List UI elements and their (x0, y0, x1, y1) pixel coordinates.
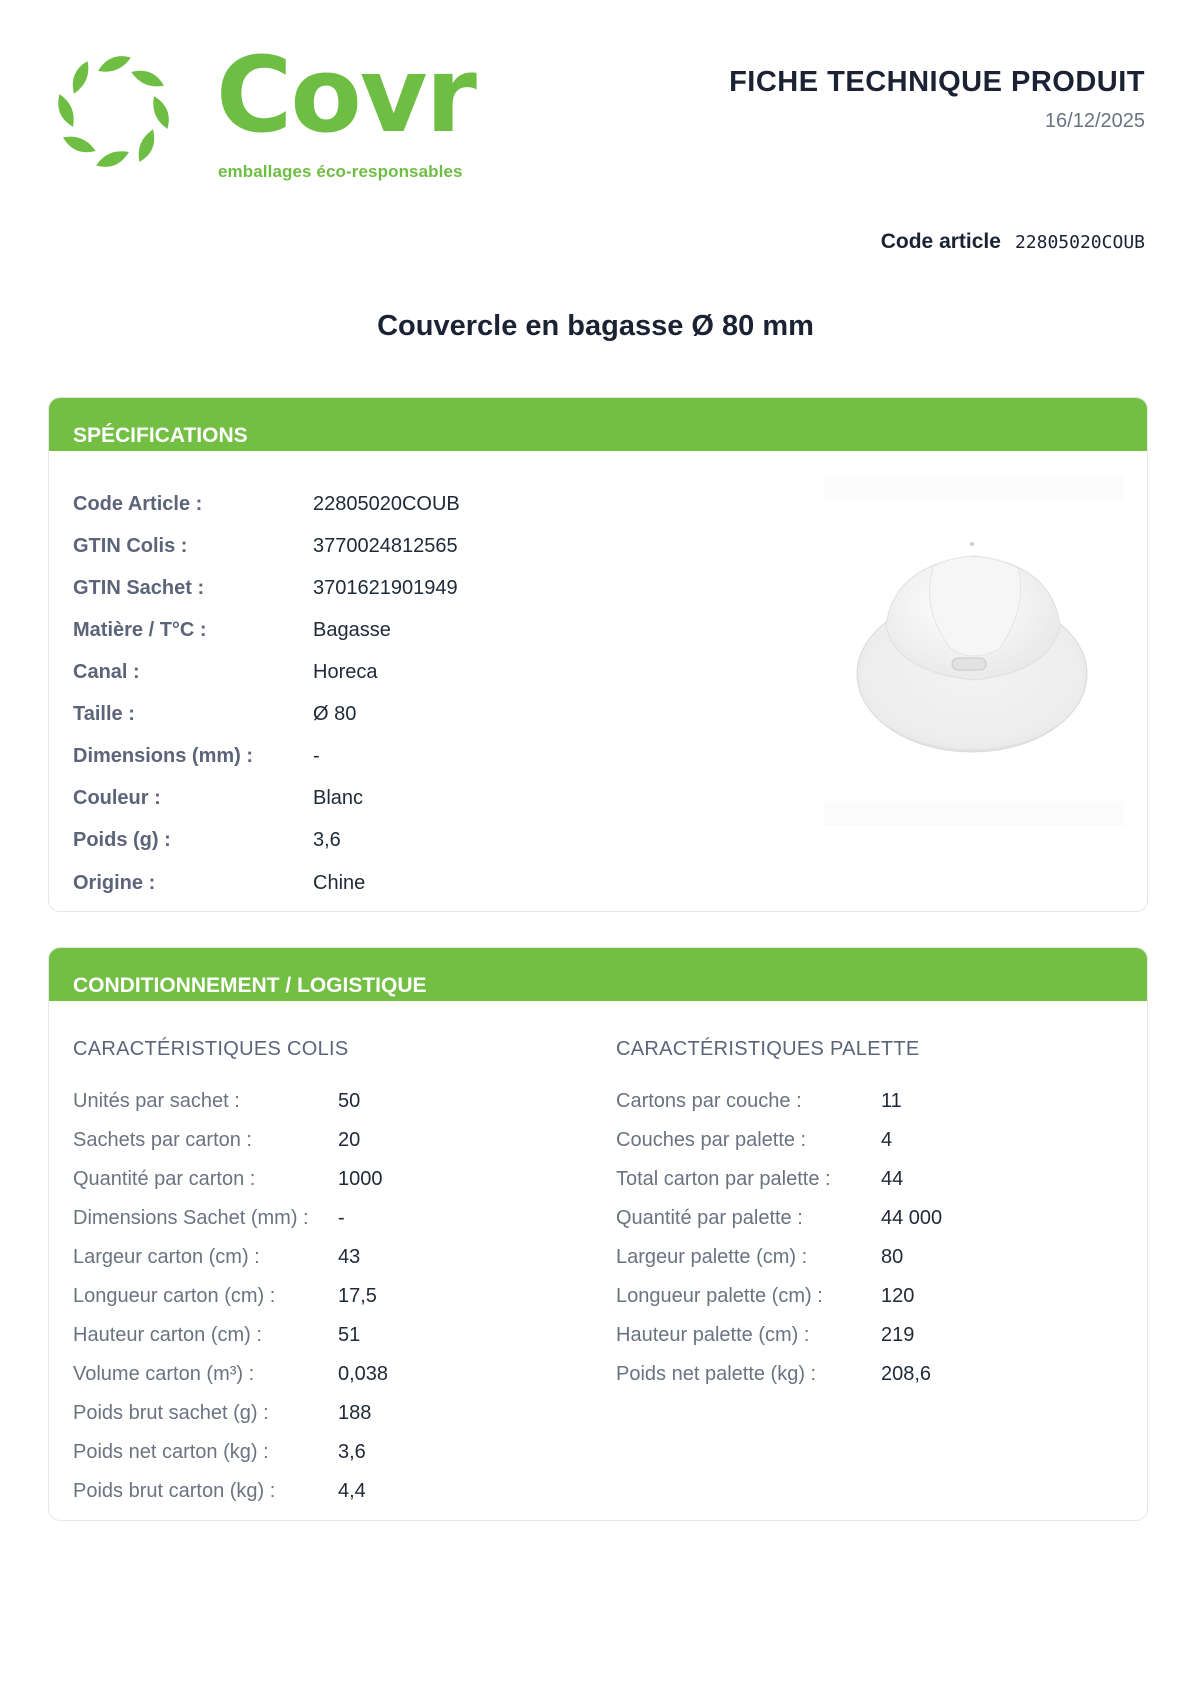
colis-value: 188 (338, 1401, 372, 1424)
colis-value: 4,4 (338, 1479, 366, 1502)
colis-value: 20 (338, 1128, 361, 1151)
spec-label: GTIN Colis : (73, 534, 188, 557)
article-code-line (881, 230, 1145, 254)
spec-row (73, 573, 458, 603)
palette-label: Hauteur palette (cm) : (616, 1323, 810, 1346)
document-title: FICHE TECHNIQUE PRODUIT (729, 66, 1145, 98)
spec-value: Horeca (313, 660, 378, 683)
colis-label: Poids brut sachet (g) : (73, 1401, 269, 1424)
brand-tagline: emballages éco-responsables (218, 162, 463, 181)
palette-label: Quantité par palette : (616, 1206, 803, 1229)
colis-value: 50 (338, 1089, 361, 1112)
colis-row (73, 1359, 388, 1389)
colis-row (73, 1125, 360, 1155)
colis-value: 51 (338, 1323, 361, 1346)
colis-row (73, 1164, 383, 1194)
palette-label: Largeur palette (cm) : (616, 1245, 808, 1268)
spec-label: Couleur : (73, 786, 161, 809)
colis-row (73, 1437, 366, 1467)
spec-label: Dimensions (mm) : (73, 744, 254, 767)
product-title: Couvercle en bagasse Ø 80 mm (377, 310, 814, 342)
palette-value: 219 (881, 1323, 915, 1346)
spec-row (73, 699, 356, 729)
palette-value: 80 (881, 1245, 904, 1268)
spec-label: Poids (g) : (73, 828, 171, 851)
document-date: 16/12/2025 (1044, 110, 1145, 132)
spec-row (73, 741, 320, 771)
spec-value: - (313, 744, 320, 767)
palette-row (616, 1359, 931, 1389)
palette-label: Couches par palette : (616, 1128, 807, 1151)
spec-value: 3,6 (313, 828, 341, 851)
palette-row (616, 1320, 914, 1350)
colis-row (73, 1398, 371, 1428)
colis-label: Dimensions Sachet (mm) : (73, 1206, 309, 1229)
colis-label: Longueur carton (cm) : (73, 1284, 276, 1307)
colis-row (73, 1203, 345, 1233)
colis-row (73, 1476, 366, 1506)
palette-value: 11 (881, 1089, 902, 1112)
specifications-card (48, 397, 1148, 912)
palette-label: Total carton par palette : (616, 1167, 831, 1190)
spec-row (73, 489, 460, 519)
palette-row (616, 1281, 914, 1311)
brand-name: Covr (216, 34, 475, 156)
spec-row (73, 615, 391, 645)
spec-value: 3701621901949 (313, 576, 458, 599)
colis-label: Volume carton (m³) : (73, 1362, 255, 1385)
palette-label: Cartons par couche : (616, 1089, 802, 1112)
palette-value: 120 (881, 1284, 915, 1307)
colis-label: Poids net carton (kg) : (73, 1440, 269, 1463)
spec-label: Code Article : (73, 492, 203, 515)
palette-row (616, 1086, 902, 1116)
spec-row (73, 825, 341, 855)
colis-row (73, 1086, 360, 1116)
colis-label: Unités par sachet : (73, 1089, 240, 1112)
colis-section-title: CARACTÉRISTIQUES COLIS (73, 1038, 349, 1060)
colis-label: Largeur carton (cm) : (73, 1245, 260, 1268)
spec-row (73, 868, 365, 898)
colis-value: - (338, 1206, 345, 1229)
spec-value: Chine (313, 871, 366, 894)
palette-row (616, 1242, 903, 1272)
colis-value: 17,5 (338, 1284, 377, 1307)
palette-row (616, 1164, 903, 1194)
spec-label: GTIN Sachet : (73, 576, 205, 599)
colis-value: 3,6 (338, 1440, 366, 1463)
leaf-wreath-icon (46, 44, 181, 179)
palette-value: 44 (881, 1167, 904, 1190)
spec-value: Bagasse (313, 618, 391, 641)
spec-value: Ø 80 (313, 702, 357, 725)
logistics-heading: CONDITIONNEMENT / LOGISTIQUE (49, 948, 1147, 1001)
article-code-value: 22805020COUB (1014, 232, 1145, 253)
colis-label: Hauteur carton (cm) : (73, 1323, 262, 1346)
logistics-card (48, 947, 1148, 1521)
spec-label: Matière / T°C : (73, 618, 207, 641)
colis-value: 1000 (338, 1167, 383, 1190)
spec-row (73, 531, 458, 561)
article-code-label: Code article (880, 230, 1001, 253)
colis-label: Poids brut carton (kg) : (73, 1479, 276, 1502)
palette-value: 4 (881, 1128, 893, 1151)
spec-row (73, 783, 363, 813)
spec-label: Canal : (73, 660, 140, 683)
spec-value: 22805020COUB (313, 492, 460, 515)
spec-row (73, 657, 377, 687)
spec-value: 3770024812565 (313, 534, 458, 557)
spec-value: Blanc (313, 786, 364, 809)
palette-row (616, 1203, 942, 1233)
palette-section-title: CARACTÉRISTIQUES PALETTE (616, 1038, 920, 1060)
colis-value: 0,038 (338, 1362, 389, 1385)
colis-row (73, 1281, 377, 1311)
brand-logo (46, 34, 486, 184)
palette-row (616, 1125, 892, 1155)
product-image (824, 476, 1124, 826)
specifications-heading: SPÉCIFICATIONS (49, 398, 1147, 451)
palette-value: 44 000 (881, 1206, 943, 1229)
colis-label: Quantité par carton : (73, 1167, 256, 1190)
colis-label: Sachets par carton : (73, 1128, 252, 1151)
colis-value: 43 (338, 1245, 361, 1268)
spec-label: Origine : (73, 871, 156, 894)
spec-label: Taille : (73, 702, 135, 725)
colis-row (73, 1320, 360, 1350)
palette-value: 208,6 (881, 1362, 932, 1385)
palette-label: Longueur palette (cm) : (616, 1284, 823, 1307)
colis-row (73, 1242, 360, 1272)
palette-label: Poids net palette (kg) : (616, 1362, 817, 1385)
